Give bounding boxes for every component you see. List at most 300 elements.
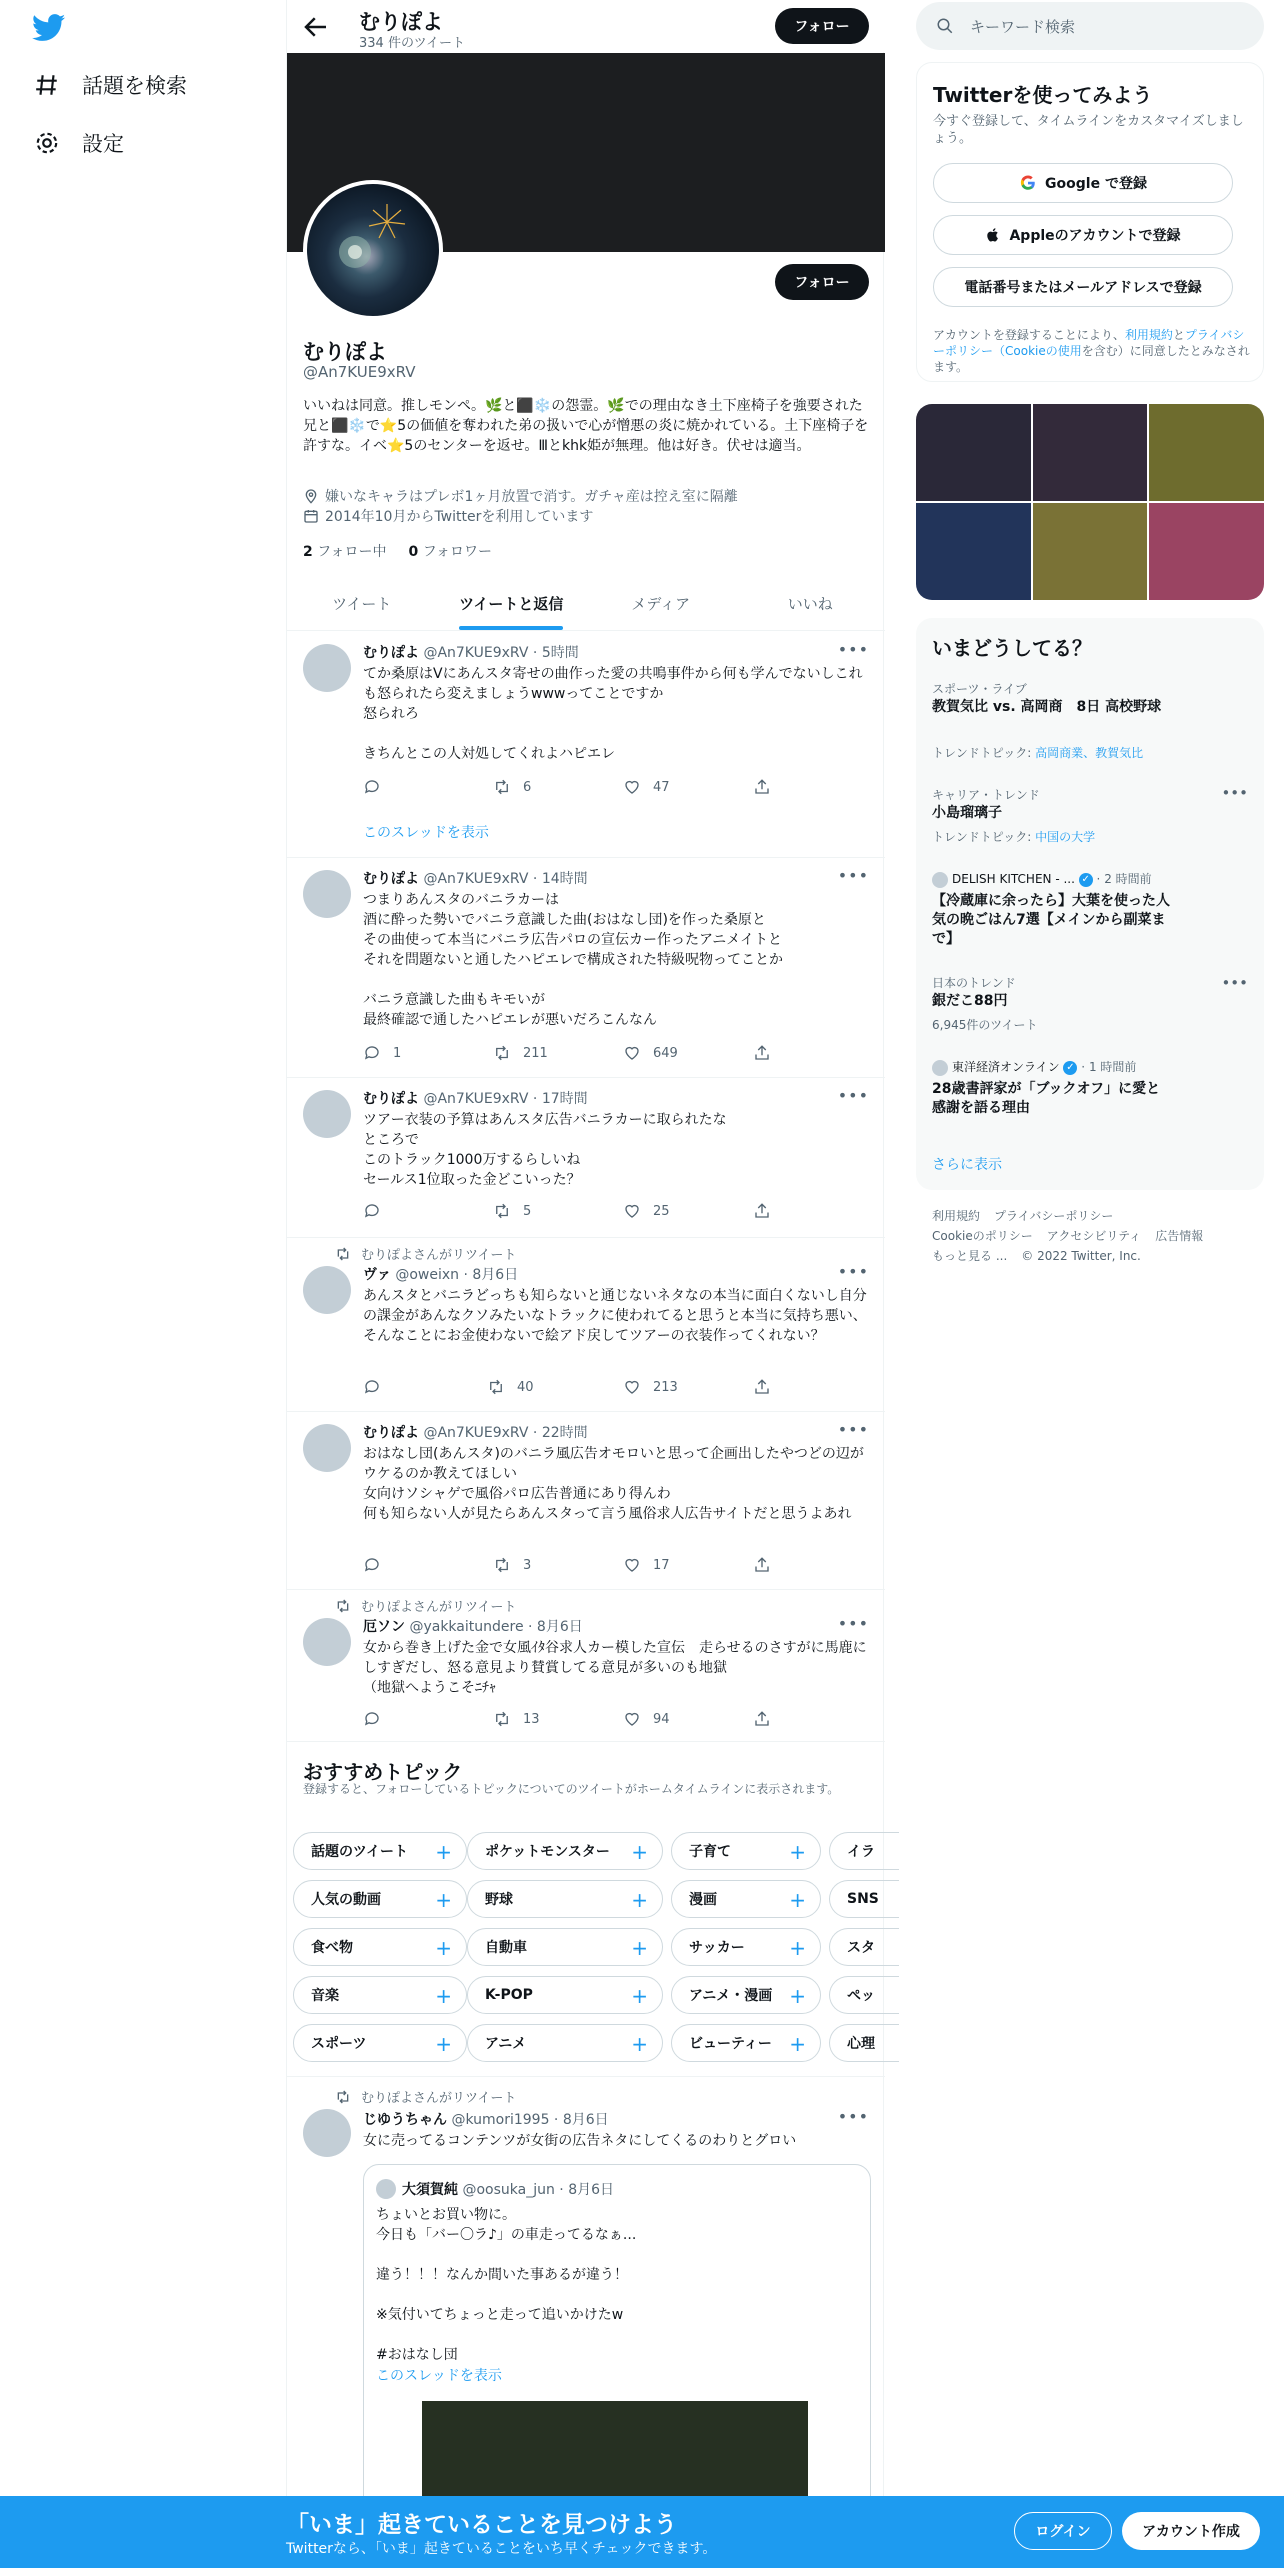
profile-handle: @An7KUE9xRV <box>303 363 416 381</box>
heart-icon <box>623 1044 641 1062</box>
tweet-author[interactable]: じゆうちゃん <box>363 2112 447 2128</box>
apple-signup-button[interactable] <box>933 215 1233 255</box>
tweet-actions <box>363 1710 793 1730</box>
topic-label: アニメ <box>485 2036 527 2052</box>
location-text: 嫌いなキャラはプレボ1ヶ月放置で消す。ガチャ産は控え室に隔離 <box>325 489 738 505</box>
topic-chip[interactable] <box>829 2024 899 2062</box>
like-button[interactable] <box>623 1710 670 1728</box>
trend-sub-link[interactable]: 中国の大学 <box>1035 830 1096 844</box>
topic-chip[interactable] <box>467 1928 663 1966</box>
topic-chip[interactable] <box>829 1832 899 1870</box>
retweet-icon <box>493 1202 511 1220</box>
followers-link[interactable] <box>409 541 493 561</box>
login-button[interactable]: ログイン <box>1014 2512 1112 2550</box>
profile-bio: いいねは同意。推しモンペ。🌿と⬛❄️の怨霊。🌿での理由なき土下座椅子を強要された兄と⬛❄️で⭐5の価値を奪われた弟の扱いで心が憎悪の炎に焼かれている。土下座椅子を許すな。イベ⭐5のセンターを返せ。Ⅲとkhk姫が無理。他は好き。伏せは適当。 <box>303 398 869 454</box>
apple-signup-label: Appleのアカウントで登録 <box>1009 228 1181 244</box>
verified-badge-icon: ✓ <box>1063 1061 1077 1075</box>
news-source-line: DELISH KITCHEN - ... ✓ · 2 時間前 <box>932 870 1152 888</box>
tweet-actions <box>363 1202 793 1222</box>
news-source: DELISH KITCHEN - ... <box>952 872 1075 886</box>
retweet-icon <box>493 1556 511 1574</box>
retweeted-by <box>335 1596 516 1615</box>
share-button[interactable] <box>753 778 771 796</box>
tweet-handle: @An7KUE9xRV <box>423 1425 529 1441</box>
trend-sub-link[interactable]: 高岡商業、教賀気比 <box>1035 746 1144 760</box>
news-source-line: 東洋経済オンライン ✓ · 1 時間前 <box>932 1058 1136 1076</box>
retweet-icon <box>335 2089 351 2105</box>
avatar[interactable] <box>303 870 351 918</box>
profile-follow-button[interactable]: フォロー <box>775 264 869 300</box>
topic-chip[interactable] <box>671 2024 821 2062</box>
location-pin-icon <box>303 488 319 504</box>
topic-chip[interactable] <box>293 1928 467 1966</box>
retweet-count: 40 <box>517 1379 534 1395</box>
profile-header-bar <box>287 0 885 52</box>
topic-label: 人気の動画 <box>311 1892 381 1908</box>
tweet-actions <box>363 778 793 798</box>
tweet-header: むりぽよ @An7KUE9xRV · 14時間 <box>363 871 588 887</box>
profile-joined <box>303 506 593 526</box>
reply-icon <box>363 1378 381 1396</box>
privacy-link[interactable]: プライバシーポリシー（Cookieの使用 <box>933 328 1245 358</box>
followers-count: 0 <box>408 544 419 560</box>
reply-button[interactable] <box>363 1044 401 1062</box>
search-icon <box>936 17 954 35</box>
like-button[interactable] <box>623 1556 670 1574</box>
like-count: 213 <box>653 1379 678 1395</box>
topic-label: K-POP <box>485 1987 533 2003</box>
retweet-icon <box>335 1246 351 1262</box>
tweet-author[interactable]: ヴァ <box>363 1267 391 1283</box>
profile-name: むりぽよ <box>303 340 387 364</box>
news-headline: 【冷蔵庫に余ったら】大葉を使った人気の晩ごはん7選【メインから副菜まで】 <box>932 893 1170 947</box>
topic-label: サッカー <box>689 1940 745 1956</box>
news-time: 2 時間前 <box>1104 872 1152 886</box>
signup-button[interactable]: アカウント作成 <box>1122 2512 1260 2550</box>
reply-icon <box>363 1710 381 1728</box>
following-label: フォロー中 <box>317 544 387 560</box>
signup-title: Twitterを使ってみよう <box>933 83 1153 107</box>
trend-subtitle <box>932 828 1095 845</box>
footer-link-cookies[interactable]: Cookieのポリシー <box>932 1229 1033 1243</box>
mosaic-tile[interactable] <box>1033 404 1148 501</box>
like-count: 94 <box>653 1711 670 1727</box>
reply-icon <box>363 1556 381 1574</box>
retweeted-by <box>335 1244 516 1263</box>
fireworks-image <box>307 184 443 320</box>
following-count: 2 <box>303 544 313 560</box>
topic-chip[interactable] <box>671 1928 821 1966</box>
retweeted-by <box>335 2087 516 2106</box>
gear-icon <box>34 130 60 156</box>
tweet-author[interactable]: むりぽよ <box>363 871 419 887</box>
share-button[interactable] <box>753 1710 771 1728</box>
like-button[interactable] <box>623 1044 678 1062</box>
topic-chip[interactable] <box>467 1832 663 1870</box>
share-icon <box>753 1710 771 1728</box>
like-count: 649 <box>653 1045 678 1061</box>
terms-text: アカウントを登録することにより、 <box>933 328 1125 342</box>
quoted-avatar <box>376 2179 396 2199</box>
tweet-count: 334 件のツイート <box>359 36 466 51</box>
reply-button[interactable] <box>363 1556 393 1574</box>
avatar[interactable] <box>303 1424 351 1472</box>
quoted-author: 大須賀純 <box>402 2182 458 2198</box>
terms-text: と <box>1172 328 1185 342</box>
like-button[interactable] <box>623 778 670 796</box>
tweet-text: 女から巻き上げた金で女風ｲﾀ谷求人カー模した宣伝 走らせるのさすがに馬鹿にしすぎだし、怒る意見より賛賞してる意見が多いのも地獄 （地獄へようこそﾆﾁｬ <box>363 1640 867 1696</box>
reply-button[interactable] <box>363 1202 393 1220</box>
signup-card <box>916 62 1264 382</box>
tweet-time[interactable]: 14時間 <box>541 871 588 887</box>
heart-icon <box>623 778 641 796</box>
media-mosaic[interactable] <box>916 404 1264 600</box>
tweet-author[interactable]: むりぽよ <box>363 645 419 661</box>
tweet-time[interactable]: 8月6日 <box>536 1619 583 1635</box>
topic-label: 子育て <box>689 1844 731 1860</box>
tweet-text: てか桑原はVにあんスタ寄せの曲作った愛の共鳴事件から何も学んでないしこれも怒られたら変えましょうwwwってことですか 怒られろ きちんとこの人対処してくれよハピエレ <box>363 666 863 762</box>
topics-title: おすすめトピック <box>303 1760 463 1784</box>
tweet-handle: @oweixn <box>395 1267 460 1283</box>
mosaic-tile[interactable] <box>1149 404 1264 501</box>
trend-subtitle <box>932 744 1143 761</box>
source-avatar <box>932 1060 948 1076</box>
signup-terms <box>933 327 1253 375</box>
tweet-header: 厄ソン @yakkaitundere · 8月6日 <box>363 1619 583 1635</box>
share-button[interactable] <box>753 1378 771 1396</box>
mosaic-tile[interactable] <box>1033 503 1148 600</box>
avatar[interactable] <box>303 2109 351 2157</box>
like-button[interactable] <box>623 1378 678 1396</box>
tweet-text: 女に売ってるコンテンツが女街の広告ネタにしてくるのわりとグロい <box>363 2133 797 2149</box>
heart-icon <box>623 1202 641 1220</box>
apple-icon <box>985 226 1001 244</box>
retweet-icon <box>335 1598 351 1614</box>
tweet-handle: @An7KUE9xRV <box>423 645 529 661</box>
tweet-time[interactable]: 5時間 <box>541 645 579 661</box>
plus-icon: + <box>789 1984 806 2008</box>
plus-icon: + <box>631 1984 648 2008</box>
tweet-item[interactable] <box>287 1238 885 1412</box>
more-options-icon[interactable]: ••• <box>837 1614 869 1633</box>
share-icon <box>753 1556 771 1574</box>
trend-name: 教賀気比 vs. 高岡商 8日 高校野球 <box>932 699 1162 715</box>
share-icon <box>753 778 771 796</box>
tweet-item[interactable] <box>287 1412 885 1590</box>
tweet-handle: @An7KUE9xRV <box>423 1091 529 1107</box>
plus-icon: + <box>631 2032 648 2056</box>
tweet-time[interactable]: 17時間 <box>541 1091 588 1107</box>
topic-label: 食べ物 <box>311 1940 353 1956</box>
plus-icon: + <box>631 1888 648 1912</box>
retweet-button[interactable] <box>493 1556 531 1574</box>
topic-label: ペッ <box>847 1988 875 2004</box>
nav-settings[interactable] <box>34 128 124 158</box>
topic-label: 話題のツイート <box>311 1844 409 1860</box>
tweet-header: むりぽよ @An7KUE9xRV · 5時間 <box>363 645 579 661</box>
mosaic-tile[interactable] <box>916 503 1031 600</box>
follow-stats <box>303 541 492 561</box>
topic-label: 音楽 <box>311 1988 339 2004</box>
plus-icon: + <box>435 2032 452 2056</box>
footer-links <box>932 1206 1262 1266</box>
topics-subtitle: 登録すると、フォローしているトピックについてのツイートがホームタイムラインに表示されます。 <box>303 1782 840 1796</box>
like-count: 25 <box>653 1203 670 1219</box>
share-icon <box>753 1202 771 1220</box>
mosaic-tile[interactable] <box>1149 503 1264 600</box>
more-options-icon[interactable]: ••• <box>1221 784 1248 802</box>
quoted-handle: @oosuka_jun <box>462 2182 555 2198</box>
plus-icon: + <box>435 1984 452 2008</box>
tweet-author[interactable]: むりぽよ <box>363 1091 419 1107</box>
like-count: 17 <box>653 1557 670 1573</box>
header-title: むりぽよ <box>359 10 443 34</box>
joined-text: 2014年10月からTwitterを利用しています <box>325 509 594 525</box>
like-count: 47 <box>653 779 670 795</box>
search-input[interactable] <box>916 2 1264 50</box>
topic-label: SNS <box>847 1891 879 1907</box>
retweet-button[interactable] <box>487 1378 534 1396</box>
tweet-item[interactable] <box>287 632 885 858</box>
tweet-handle: @An7KUE9xRV <box>423 871 529 887</box>
show-more-link[interactable]: さらに表示 <box>932 1157 1002 1173</box>
mosaic-tile[interactable] <box>916 404 1031 501</box>
topic-chip[interactable] <box>829 1976 899 2014</box>
plus-icon: + <box>631 1840 648 1864</box>
login-prompt-bar <box>0 2496 1284 2568</box>
retweet-icon <box>493 778 511 796</box>
tweet-actions <box>363 1378 793 1398</box>
footer-link-accessibility[interactable]: アクセシビリティ <box>1046 1229 1142 1243</box>
google-signup-button[interactable] <box>933 163 1233 203</box>
nav-explore-label: 話題を検索 <box>82 74 187 98</box>
trend-category: キャリア・トレンド <box>932 788 1040 802</box>
show-thread-link[interactable]: このスレッドを表示 <box>363 825 489 841</box>
topic-chip[interactable] <box>829 1880 899 1918</box>
topic-label: ポケットモンスター <box>485 1844 610 1860</box>
more-options-icon[interactable]: ••• <box>837 640 869 659</box>
retweet-count: 211 <box>523 1045 548 1061</box>
topic-chip[interactable] <box>671 1880 821 1918</box>
news-headline: 28歳書評家が「ブックオフ」に愛と感謝を語る理由 <box>932 1081 1161 1116</box>
heart-icon <box>623 1378 641 1396</box>
topic-chip[interactable] <box>671 1976 821 2014</box>
trend-sub-prefix: トレンドトピック: <box>932 746 1036 760</box>
reply-button[interactable] <box>363 778 393 796</box>
bottom-bar-subtitle: Twitterなら、「いま」起きていることをいち早くチェックできます。 <box>286 2541 717 2557</box>
avatar[interactable] <box>303 1090 351 1138</box>
plus-icon: + <box>435 1840 452 1864</box>
back-arrow-icon[interactable] <box>301 12 331 42</box>
reply-count: 1 <box>393 1045 402 1061</box>
topic-label: イラ <box>847 1844 875 1860</box>
share-icon <box>753 1044 771 1062</box>
trend-category: スポーツ・ライブ <box>932 682 1027 696</box>
topic-chip[interactable] <box>293 2024 467 2062</box>
search-placeholder: キーワード検索 <box>970 17 1076 36</box>
nav-settings-label: 設定 <box>82 132 124 156</box>
tab-tweets[interactable]: ツイート <box>332 595 392 613</box>
google-icon <box>1019 174 1037 192</box>
terms-text: を含む）に同意したとみなされます。 <box>933 344 1250 374</box>
profile-location <box>303 486 738 506</box>
topic-label: 心理 <box>847 2036 875 2052</box>
tweet-header: ヴァ @oweixn · 8月6日 <box>363 1267 519 1283</box>
avatar[interactable] <box>303 644 351 692</box>
trend-sub-prefix: トレンドトピック: <box>932 830 1036 844</box>
terms-link[interactable]: 利用規約 <box>1124 328 1173 342</box>
retweeted-by-text[interactable]: むりぽよさんがリツイート <box>361 1600 517 1615</box>
tweet-author[interactable]: むりぽよ <box>363 1425 419 1441</box>
plus-icon: + <box>789 1840 806 1864</box>
footer-link-more[interactable]: もっと見る ... <box>932 1249 1008 1263</box>
heart-icon <box>623 1710 641 1728</box>
topic-label: スタ <box>847 1940 875 1956</box>
topic-chip[interactable] <box>829 1928 899 1966</box>
more-options-icon[interactable]: ••• <box>837 2107 869 2126</box>
plus-icon: + <box>789 2032 806 2056</box>
tweet-actions <box>363 1044 793 1064</box>
heart-icon <box>623 1556 641 1574</box>
retweet-button[interactable] <box>493 778 531 796</box>
tweet-header: むりぽよ @An7KUE9xRV · 22時間 <box>363 1425 588 1441</box>
tweet-header: じゆうちゃん @kumori1995 · 8月6日 <box>363 2112 609 2128</box>
signup-subtitle: 今すぐ登録して、タイムラインをカスタマイズしましょう。 <box>933 114 1244 146</box>
trend-category: 日本のトレンド <box>932 976 1016 990</box>
header-follow-button[interactable]: フォロー <box>775 8 869 44</box>
tab-tweets-and-replies[interactable]: ツイートと返信 <box>437 578 587 630</box>
profile-column <box>286 0 884 2568</box>
topic-chip[interactable] <box>293 1880 467 1918</box>
profile-tabs <box>287 578 885 631</box>
avatar[interactable] <box>303 1266 351 1314</box>
reply-icon <box>363 1044 381 1062</box>
nav-explore[interactable] <box>34 70 187 100</box>
topic-chip[interactable] <box>293 1832 467 1870</box>
tweet-header: むりぽよ @An7KUE9xRV · 17時間 <box>363 1091 588 1107</box>
topic-label: 漫画 <box>689 1892 717 1908</box>
topic-label: ビューティー <box>689 2036 772 2052</box>
quoted-show-thread-link[interactable]: このスレッドを表示 <box>376 2368 502 2384</box>
verified-badge-icon: ✓ <box>1079 873 1093 887</box>
topic-chip[interactable] <box>671 1832 821 1870</box>
avatar[interactable] <box>303 1618 351 1666</box>
reply-button[interactable] <box>363 1710 393 1728</box>
tab-media[interactable]: メディア <box>631 595 691 613</box>
topic-chip[interactable] <box>467 2024 663 2062</box>
retweet-button[interactable] <box>493 1044 548 1062</box>
retweet-icon <box>493 1710 511 1728</box>
footer-link-ads[interactable]: 広告情報 <box>1155 1229 1204 1243</box>
profile-avatar[interactable] <box>303 180 443 320</box>
more-options-icon[interactable]: ••• <box>1221 974 1248 992</box>
trend-subtitle: 6,945件のツイート <box>932 1018 1038 1032</box>
like-button[interactable] <box>623 1202 670 1220</box>
retweet-button[interactable] <box>493 1710 540 1728</box>
footer-link-privacy[interactable]: プライバシーポリシー <box>994 1209 1114 1223</box>
following-link[interactable] <box>303 541 387 561</box>
tweet-time[interactable]: 8月6日 <box>472 1267 519 1283</box>
tweet-item[interactable] <box>287 858 885 1078</box>
share-button[interactable] <box>753 1044 771 1062</box>
retweet-count: 6 <box>523 779 532 795</box>
footer-link-terms[interactable]: 利用規約 <box>932 1209 981 1223</box>
tweet-author[interactable]: 厄ソン <box>363 1619 405 1635</box>
retweet-count: 3 <box>523 1557 532 1573</box>
share-icon <box>753 1378 771 1396</box>
copyright: © 2022 Twitter, Inc. <box>1021 1249 1141 1263</box>
tweet-text: おはなし団(あんスタ)のバニラ風広告オモロいと思って企画出したやつどの辺がウケるのか教えてほしい 女向けソシャゲで風俗パロ広告普通にあり得んわ 何も知らない人が見たらあんスタって言う風俗求人広告サイトだと思うよあれ <box>363 1446 864 1522</box>
reply-icon <box>363 778 381 796</box>
quoted-text: ちょいとお買い物に。 今日も「バー〇ラ♪」の車走ってるなぁ... 違う！！！なんか間いた事あるが違う！ ※気付いてちょっと走って追いかけたw #おはなし団 <box>376 2207 637 2363</box>
news-source: 東洋経済オンライン <box>952 1060 1060 1074</box>
hashtag-icon <box>34 72 60 98</box>
trend-name: 小島瑠璃子 <box>932 805 1002 821</box>
share-button[interactable] <box>753 1556 771 1574</box>
phone-email-signup-button[interactable]: 電話番号またはメールアドレスで登録 <box>933 267 1233 307</box>
topic-label: 自動車 <box>485 1940 527 1956</box>
more-options-icon[interactable]: ••• <box>837 1262 869 1281</box>
trends-title: いまどうしてる？ <box>932 636 1092 660</box>
news-time: 1 時間前 <box>1088 1060 1137 1074</box>
plus-icon: + <box>435 1888 452 1912</box>
more-options-icon[interactable]: ••• <box>837 1420 869 1439</box>
retweeted-by-text[interactable]: むりぽよさんがリツイート <box>361 1248 517 1263</box>
tweet-handle: @yakkaitundere <box>409 1619 524 1635</box>
quoted-header: 大須賀純 @oosuka_jun · 8月6日 <box>402 2182 615 2198</box>
topic-chip[interactable] <box>467 1976 663 2014</box>
more-options-icon[interactable]: ••• <box>837 866 869 885</box>
plus-icon: + <box>789 1888 806 1912</box>
tweet-time[interactable]: 22時間 <box>541 1425 588 1441</box>
tweet-item[interactable] <box>287 1590 885 1742</box>
topic-chip[interactable] <box>293 1976 467 2014</box>
share-button[interactable] <box>753 1202 771 1220</box>
tweet-text: つまりあんスタのバニラカーは 酒に酔った勢いでバニラ意識した曲(おはなし団)を作った桑原と その曲使って本当にバニラ広告パロの宣伝カー作ったアニメイトと それを問題ないと通したハピエレで構成された特級呪物ってことか バニラ意識した曲もキモいが 最終確認で通したハピエレが悪いだろこんなん <box>363 892 783 1028</box>
retweet-icon <box>487 1378 505 1396</box>
tweet-item[interactable] <box>287 1078 885 1238</box>
google-signup-label: Google で登録 <box>1045 176 1147 192</box>
followers-label: フォロワー <box>422 544 493 560</box>
reply-button[interactable] <box>363 1378 393 1396</box>
tweet-actions <box>363 1556 793 1576</box>
tab-likes[interactable]: いいね <box>787 595 833 613</box>
retweet-icon <box>493 1044 511 1062</box>
bottom-bar-title: 「いま」起きていることを見つけよう <box>286 2512 677 2538</box>
topic-label: スポーツ <box>311 2036 367 2052</box>
more-options-icon[interactable]: ••• <box>837 1086 869 1105</box>
retweet-count: 13 <box>523 1711 540 1727</box>
topic-label: 野球 <box>485 1892 513 1908</box>
tweet-text: ツアー衣装の予算はあんスタ広告バニラカーに取られたな ところで このトラック1000万するらしいね セールス1位取った金どこいった？ <box>363 1112 727 1188</box>
trend-name: 銀だこ88円 <box>932 993 1008 1009</box>
tweet-handle: @kumori1995 <box>451 2112 550 2128</box>
reply-icon <box>363 1202 381 1220</box>
quoted-time: 8月6日 <box>568 2182 615 2198</box>
retweet-button[interactable] <box>493 1202 531 1220</box>
topic-chip[interactable] <box>467 1880 663 1918</box>
trends-card <box>916 618 1264 1190</box>
twitter-logo-icon[interactable] <box>32 14 66 42</box>
tweet-time[interactable]: 8月6日 <box>562 2112 609 2128</box>
plus-icon: + <box>631 1936 648 1960</box>
calendar-icon <box>303 508 319 524</box>
plus-icon: + <box>435 1936 452 1960</box>
source-avatar <box>932 872 948 888</box>
plus-icon: + <box>789 1936 806 1960</box>
topic-label: アニメ・漫画 <box>689 1988 773 2004</box>
retweeted-by-text[interactable]: むりぽよさんがリツイート <box>361 2091 517 2106</box>
